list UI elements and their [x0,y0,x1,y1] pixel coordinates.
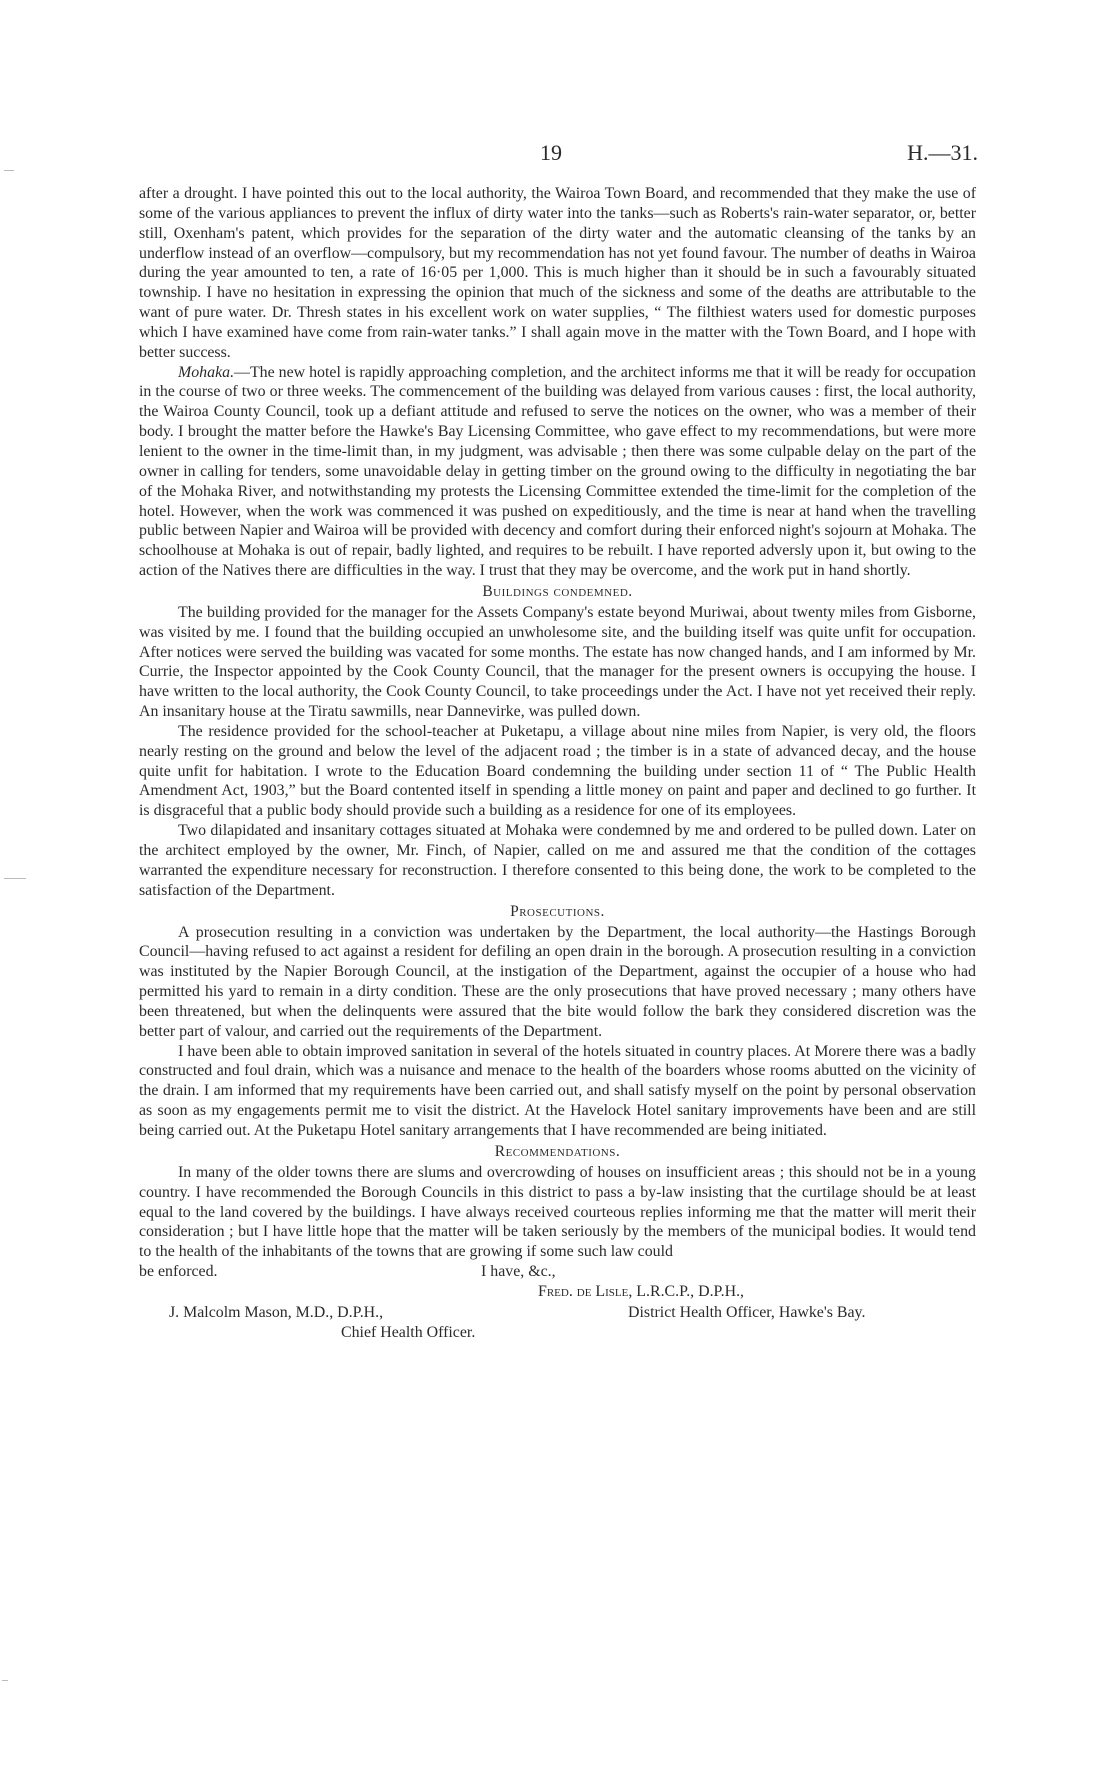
section-heading: Prosecutions. [510,902,605,920]
addressee-name: J. Malcolm Mason, M.D., D.P.H., [169,1303,384,1321]
paragraph: I have been able to obtain improved sanitation in several of the hotels situated in country places. At Morere there was a badly constructed and foul drain, which was a nuisance and menace to the health of the boarders whose rooms abutted on the vicinity of the drain. I am informed that my requirements have been carried out, and shall satisfy myself on the point by personal observation as soon as my engagements permit me to visit the district. At the Havelock Hotel sanitary improvements have been and are still being carried out. At the Puketapu Hotel sanitary arrangements that I have recommended are being initiated. [139,1042,976,1139]
signatory-name: Fred. de Lisle, L.R.C.P., D.P.H., [538,1282,745,1300]
closing-text: be enforced. [139,1263,218,1281]
document-reference: H.—31. [907,140,978,165]
page-number: 19 [540,140,562,165]
body-text [139,184,976,1344]
section-heading: Buildings condemned. [482,582,633,600]
margin-mark [4,878,26,879]
closing-line [139,1262,976,1282]
addressee-title: Chief Health Officer. [341,1323,476,1341]
margin-mark [4,170,14,171]
paragraph [139,363,976,581]
paragraph: The building provided for the manager for the Assets Company's estate beyond Muriwai, about twenty miles from Gisborne, was visited by me. I found that the building occupied an unwholesome site, and the building itself was quite unfit for occupation. After notices were served the building was vacated for some months. The estate has now changed hands, and I am informed by Mr. Currie, the Inspector appointed by the Cook County Council, that the manager for the present owners is occupying the house. I have written to the local authority, the Cook County Council, to take proceedings under the Act. I have not yet received their reply. An insanitary house at the Tiratu sawmills, near Dannevirke, was pulled down. [139,603,976,721]
paragraph: after a drought. I have pointed this out to the local authority, the Wairoa Town Board, and recommended that they make the use of some of the various appliances to prevent the influx of dirty water into the tanks—such as Roberts's rain-water separator, or, better still, Oxenham's patent, which provides for the separation of the dirty water and the automatic cleansing of the tanks by an underflow instead of an overflow—compulsory, but my recommendation has not yet found favour. The number of deaths in Wairoa during the year amounted to ten, a rate of 16·05 per 1,000. This is much higher than it should be in such a favourably situated township. I have no hesitation in expressing the opinion that much of the sickness and some of the deaths are attributable to the want of pure water. Dr. Thresh states in his excellent work on water supplies, “ The filthiest waters used for domestic purposes which I have examined have come from rain-water tanks.” I shall again move in the matter with the Town Board, and I hope with better success. [139,185,976,361]
section-heading: Recommendations. [494,1142,621,1160]
paragraph: In many of the older towns there are slums and overcrowding of houses on insufficient areas ; this should not be in a young country. I have recommended the Borough Councils in this district to pass a by-law insisting that the curtilage should be at least equal to the land covered by the buildings. I have always received courteous replies informing me that the matter will merit their consideration ; but I have little hope that the matter will be taken seriously by the members of the municipal bodies. It would tend to the health of the inhabitants of the towns that are growing if some such law could [139,1163,976,1261]
paragraph: Two dilapidated and insanitary cottages situated at Mohaka were condemned by me and ordered to be pulled down. Later on the architect employed by the owner, Mr. Finch, of Napier, called on me and assured me that the condition of the cottages warranted the expenditure necessary for reconstruction. I therefore consented to this being done, the work to be completed to the satisfaction of the Department. [139,822,976,899]
paragraph: A prosecution resulting in a conviction was undertaken by the Department, the local authority—the Hastings Borough Council—having refused to act against a resident for defiling an open drain in the borough. A prosecution resulting in a conviction was instituted by the Napier Borough Council, at the instigation of the Department, against the occupier of a house who had permitted his yard to remain in a dirty condition. These are the only prosecutions that have proved necessary ; many others have been threatened, but when the delinquents were assured that the bite would follow the bark they considered discretion was the better part of valour, and carried out the requirements of the Department. [139,923,976,1040]
valediction: I have, &c., [481,1263,556,1281]
mohaka-text: —The new hotel is rapidly approaching completion, and the architect informs me that it will be ready for occupation in the course of two or three weeks. The commencement of the building was delayed from various causes : first, the local authority, the Wairoa County Council, took up a defiant attitude and refused to serve the notices on the owner, who was a member of their body. I brought the matter before the Hawke's Bay Licensing Committee, who gave effect to my recommendations, but were more lenient to the owner in the time-limit than, in my judgment, was advisable ; then there was some culpable delay on the part of the owner in calling for tenders, some unavoidable delay in getting timber on the ground owing to the difficulty in negotiating the bar of the Mohaka River, and notwithstanding my protests the Licensing Committee extended the time-limit for the completion of the hotel. However, when the work was commenced it was pushed on expeditiously, and the time is near at hand when the travelling public between Napier and Wairoa will be provided with decency and comfort during their enforced night's sojourn at Mohaka. The schoolhouse at Mohaka is out of repair, badly lighted, and requires to be rebuilt. I have reported adversly upon it, but owing to the action of the Natives there are difficulties in the way. I trust that they may be overcome, and the work put in hand shortly. [139,363,976,580]
signature-block [139,1282,976,1344]
mohaka-lead-in: Mohaka. [178,363,235,381]
paragraph: The residence provided for the school-teacher at Puketapu, a village about nine miles from Napier, is very old, the floors nearly resting on the ground and below the level of the adjacent road ; the timber is in a state of advanced decay, and the house quite unfit for habitation. I wrote to the Education Board condemning the building under section 11 of “ The Public Health Amendment Act, 1903,” but the Board contented itself in spending a little money on paint and paper and declined to go further. It is disgraceful that a public body should provide such a building as a residence for one of its employees. [139,722,976,820]
margin-mark [2,1680,8,1681]
signatory-title: District Health Officer, Hawke's Bay. [628,1303,866,1321]
